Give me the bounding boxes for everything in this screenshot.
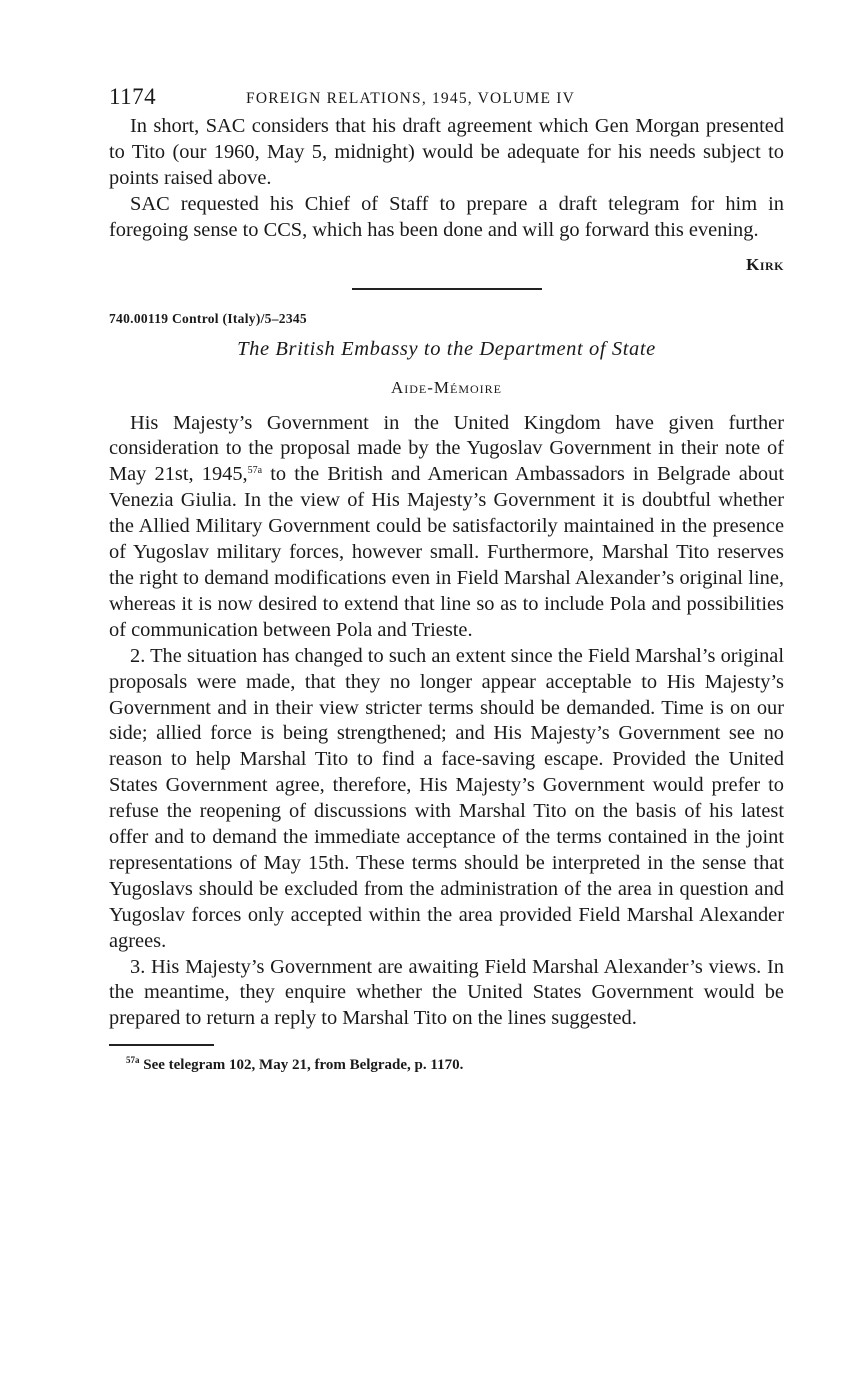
running-header (109, 84, 784, 114)
footnote (109, 1055, 784, 1075)
document-page (109, 84, 784, 1075)
document-subtitle: Aide-Mémoire (390, 377, 503, 397)
footnote-text: See telegram 102, May 21, from Belgrade, p. 1170. (143, 1057, 464, 1074)
running-header-title: FOREIGN RELATIONS, 1945, VOLUME IV (246, 90, 575, 107)
paragraph-1-part-b: to the British and American Ambassadors in Belgrade about Venezia Giulia. In the view of His Majesty’s Government it is doubtful whether the Allied Military Government could be satisfactorily maintained in the presence of Yugoslav military forces, however small. Furthermore, Marshal Tito reserves the right to demand modifications even in Field Marshal Alexander’s original line, whereas it is now desired to extend that line so as to include Pola and possibilities of communication between Pola and Trieste. (109, 463, 784, 641)
document-title: The British Embassy to the Department of State (237, 337, 656, 360)
paragraph-in-short: In short, SAC considers that his draft agreement which Gen Morgan presented to Tito (our 1960, May 5, midnight) would be adequate for his needs subject to points raised above. (109, 115, 784, 189)
signature: Kirk (746, 254, 784, 274)
footnote-marker: 57a (126, 1055, 140, 1066)
paragraph-2: 2. The situation has changed to such an extent since the Field Marshal’s original proposals were made, that they no longer appear acceptable to His Majesty’s Government and in their view stricter terms should be demanded. Time is on our side; allied force is being strengthened; and His Majesty’s Government see no reason to help Marshal Tito to find a face-saving escape. Provided the United States Government agree, therefore, His Majesty’s Government would prefer to refuse the reopening of discussions with Marshal Tito on the basis of his latest offer and to demand the immediate acceptance of the terms contained in the joint representations of May 15th. These terms should be interpreted in the sense that Yugoslavs should be excluded from the administration of the area in question and Yugoslav forces only accepted within the area provided Field Marshal Alexander agrees. (109, 644, 784, 952)
footnote-divider (109, 1044, 214, 1046)
paragraph-3: 3. His Majesty’s Government are awaiting Field Marshal Alexander’s views. In the meantime, they enquire whether the United States Government would be prepared to return a reply to Marshal Tito on the lines suggested. (109, 955, 784, 1030)
paragraph-1-part-a: His Majesty’s Government in the United Kingdom have given further consideration to the proposal made by the Yugoslav Government in their note of May 21st, 1945, (109, 411, 784, 486)
page-number: 1174 (109, 84, 157, 109)
section-divider (352, 288, 542, 290)
previous-document-ending (109, 114, 784, 276)
file-number: 740.00119 Control (Italy)/5–2345 (109, 310, 307, 326)
footnote-reference[interactable]: 57a (247, 465, 263, 477)
paragraph-sac-requested: SAC requested his Chief of Staff to prepare a draft telegram for him in foregoing sense to CCS, which has been done and will go forward this evening. (109, 192, 784, 241)
paragraph-1 (109, 411, 784, 644)
